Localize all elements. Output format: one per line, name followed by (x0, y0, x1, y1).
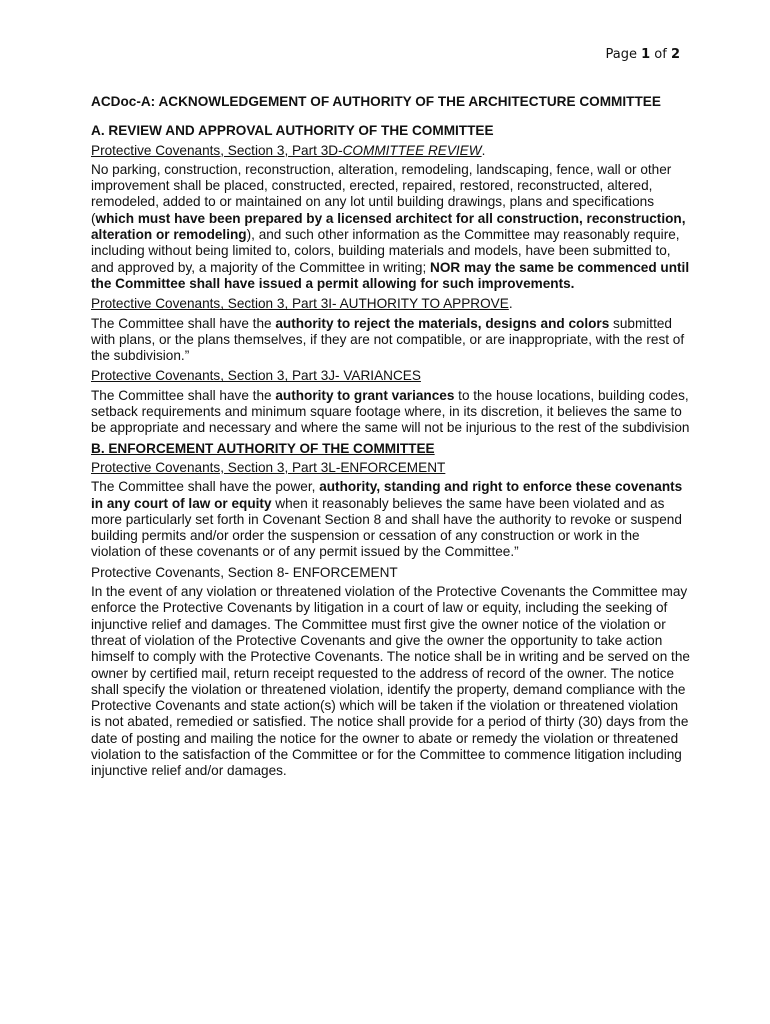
reference-3d-label: Protective Covenants, Section 3, Part 3D- (91, 142, 343, 158)
reference-3i-text: Protective Covenants, Section 3, Part 3I- AUTHORITY TO APPROVE (91, 296, 509, 312)
paragraph-3l-b1: authority, standing and right to enforce these covenants in any court of law or equity (91, 479, 683, 511)
paragraph-3l-t2: when it reasonably believes the same have been violated and as more particularly set forth in Covenant Section 8 and shall have the authority to revoke or suspend building permits and/or order the suspension or cessation of any construction or work in the violation of these covenants or of any permit issued by the Committee.” (91, 495, 682, 560)
page-number-current: 1 (641, 47, 651, 62)
reference-3d-text (91, 143, 482, 158)
paragraph-3j-t2: to the house locations, building codes, setback requirements and minimum square footage where, in its discretion, it believes the same to be appropriate and necessary and where the same will not be injurious to the rest of the subdivision (91, 387, 690, 436)
paragraph-3d-b2: NOR may the same be commenced until the Committee shall have issued a permit allowing for such improvements. (91, 259, 690, 291)
paragraph-3j (91, 388, 691, 437)
paragraph-3l (91, 479, 691, 560)
page-number-prefix: Page (605, 47, 642, 62)
page-number-total: 2 (670, 47, 680, 62)
paragraph-3j-t1: The Committee shall have the (91, 387, 276, 403)
reference-3l (91, 460, 691, 476)
section-b-heading: B. ENFORCEMENT AUTHORITY OF THE COMMITTEE (91, 440, 435, 456)
paragraph-3l-t1: The Committee shall have the power, (91, 479, 320, 495)
section-a-heading: A. REVIEW AND APPROVAL AUTHORITY OF THE COMMITTEE (91, 123, 494, 139)
paragraph-3i-t1: The Committee shall have the (91, 315, 276, 331)
paragraph-8 (91, 584, 691, 780)
reference-3d-italic: COMMITTEE REVIEW (342, 142, 482, 158)
reference-3d (91, 143, 691, 159)
page-number-middle: of (650, 47, 671, 62)
paragraph-3i-b1: authority to reject the materials, designs and colors (275, 315, 610, 331)
paragraph-8-t1: In the event of any violation or threatened violation of the Protective Covenants the Committee may enforce the Protective Covenants by litigation in a court of law or equity, including the seeking of injunctive relief and damages. The Committee must first give the owner notice of the violation or threat of violation of the Protective Covenants and give the owner the opportunity to take action himself to comply with the Protective Covenants. The notice shall be in writing and be served on the owner by certified mail, return receipt requested to the address of record of the owner. The notice shall specify the violation or threatened violation, identify the property, demand compliance with the Protective Covenants and state action(s) which will be taken if the violation or threatened violation is not abated, remedied or satisfied. The notice shall provide for a period of thirty (30) days from the date of posting and mailing the notice for the owner to abate or remedy the violation or threatened violation to the satisfaction of the Committee or for the Committee to commence litigation including injunctive relief and/or damages. (91, 584, 690, 779)
paragraph-3d (91, 162, 691, 292)
paragraph-3d-t1: No parking, construction, reconstruction, alteration, remodeling, landscaping, fence, wall or other improvement shall be placed, constructed, erected, repaired, restored, reconstructed, altered, remodeled, added to or maintained on any lot until building drawings, plans and specifications ( (91, 161, 672, 226)
paragraph-3d-b1: which must have been prepared by a licensed architect for all construction, reconstruction, alteration or remodeling (91, 210, 686, 243)
paragraph-3j-b1: authority to grant variances (275, 387, 455, 403)
document-body (91, 94, 691, 784)
reference-3j (91, 368, 691, 384)
reference-3i-end: . (508, 296, 513, 312)
reference-3j-text: Protective Covenants, Section 3, Part 3J- VARIANCES (91, 368, 421, 384)
paragraph-3i (91, 316, 691, 365)
paragraph-3d-t2: ), and such other information as the Committee may reasonably require, including without being limited to, colors, building materials and models, have been submitted to, and approved by, a majority of the Committee in writing; (91, 227, 680, 275)
reference-3d-end: . (481, 142, 486, 158)
paragraph-3i-t2: submitted with plans, or the plans themselves, if they are not compatible, or are inappropriate, with the rest of the subdivision.” (91, 315, 685, 364)
reference-3l-text: Protective Covenants, Section 3, Part 3L-ENFORCEMENT (91, 459, 446, 475)
reference-8 (91, 565, 691, 581)
reference-3i (91, 296, 691, 312)
document-title: ACDoc-A: ACKNOWLEDGEMENT OF AUTHORITY OF THE ARCHITECTURE COMMITTEE (91, 94, 661, 109)
reference-8-text: Protective Covenants, Section 8- ENFORCEMENT (91, 564, 398, 580)
page-number (606, 47, 681, 62)
